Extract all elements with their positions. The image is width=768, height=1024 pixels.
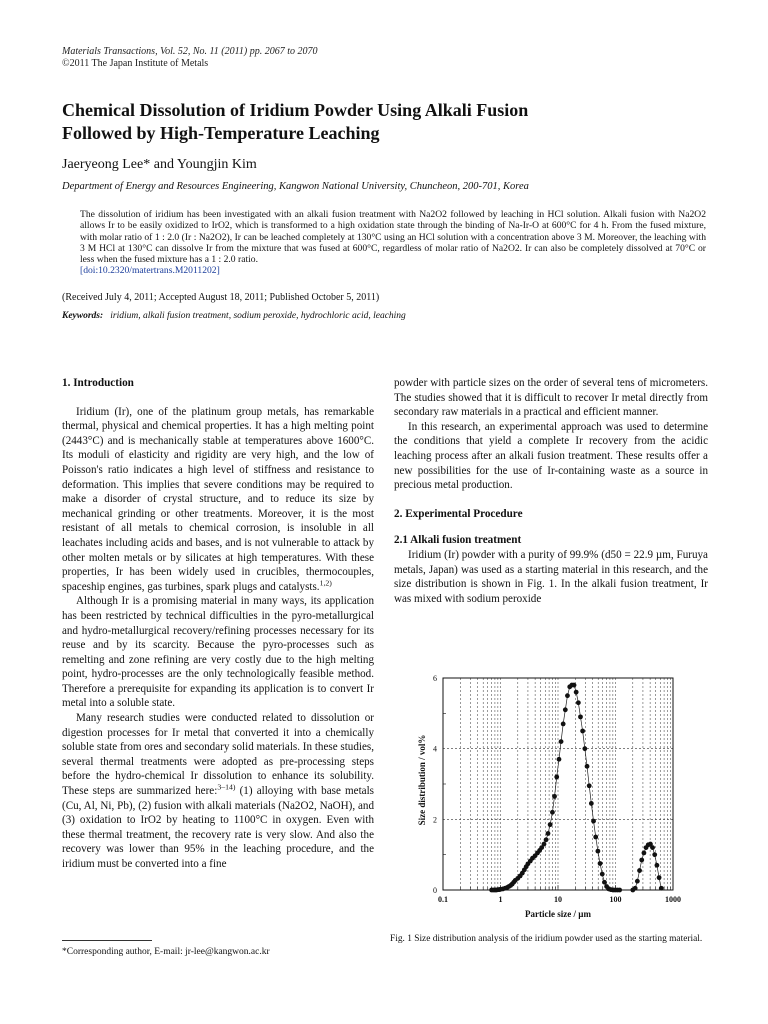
data-point — [563, 707, 568, 712]
y-tick-label: 6 — [433, 674, 437, 683]
data-point — [659, 886, 664, 891]
reference-1-2: 1,2) — [319, 578, 332, 588]
data-point — [635, 879, 640, 884]
section-heading-experimental: 2. Experimental Procedure — [394, 507, 523, 520]
data-point — [602, 880, 607, 885]
data-point — [548, 822, 553, 827]
abstract-text: The dissolution of iridium has been investigated with an alkali fusion treatment with Na2O2 followed by leaching in HCl solution. Alkali fusion with Na2O2 allows Ir to be easily oxidized to IrO2, which is transformed to a high oxidation state through the binding of Na-Ir-O at 600°C for 4 h. From the fused mixture, with molar ratio of 1 : 2.0 (Ir : Na2O2), Ir can be leached completely at 130°C using an HCl solution with a concentration above 3 M. Moreover, the leaching with 3 M HCl at 130°C can dissolve Ir from the mixture that was fused at 600°C, regardless of molar ratio of Na2O2. Ir can also be completely dissolved at 70°C or less when the fused mixture has a 1 : 2.0 ratio. — [80, 209, 706, 266]
x-tick-label: 1000 — [665, 895, 681, 904]
data-point — [589, 801, 594, 806]
intro-paragraph-3 — [62, 711, 374, 872]
data-point — [633, 886, 638, 891]
data-point — [554, 775, 559, 780]
intro-paragraph-1-text: Iridium (Ir), one of the platinum group metals, has remarkable thermal, physical and chemical properties. It has a high melting point (2443°C) and is mechanically stable at temperatures above 1600°C. Its moduli of elasticity and rigidity are very high, and the low of Poisson's ratio indicates a high level of stiffness and resistance to deformation. This implies that severe conditions may be required to make a disorder of crystal structure, and to reduce its size by mechanical grinding or other treatments. Moreover, it is the most resistant of all metals to chemical corrosion, is insoluble in all leachates including acids and bases, and is not vulnerable to attack by other molten metals or by silicates at high temperatures. With these properties, Ir has been widely used in crucibles, thermocouples, spaceship engines, gas turbines, spark plugs and catalysts. — [62, 405, 374, 593]
data-point — [637, 868, 642, 873]
data-point — [587, 783, 592, 788]
data-point — [578, 714, 583, 719]
data-point — [542, 842, 547, 847]
data-point — [591, 819, 596, 824]
x-tick-label: 1 — [498, 895, 503, 904]
data-point — [552, 794, 557, 799]
keywords-label: Keywords: — [62, 311, 104, 321]
left-column — [62, 376, 374, 872]
data-point — [557, 757, 562, 762]
data-point — [657, 875, 662, 880]
data-point — [572, 683, 577, 688]
right-paragraph-2: In this research, an experimental approach was used to determine the conditions that yield a complete Ir recovery from the acidic leaching process after an alkali fusion treatment. These results offer a new possibilities for the use of Ir-containing waste as a source in precious metal production. — [394, 420, 708, 492]
subsection-heading-alkali-fusion: 2.1 Alkali fusion treatment — [394, 534, 522, 547]
data-point — [544, 837, 549, 842]
data-point — [561, 722, 566, 727]
doi-link[interactable]: [doi:10.2320/matertrans.M2011202] — [80, 265, 220, 277]
footnote: *Corresponding author, E-mail: jr-lee@kangwon.ac.kr — [62, 947, 270, 957]
section-heading-introduction: 1. Introduction — [62, 377, 134, 389]
keywords — [62, 311, 406, 321]
data-point — [576, 700, 581, 705]
data-point — [565, 693, 570, 698]
y-tick-label: 2 — [433, 815, 437, 825]
data-point — [585, 764, 590, 769]
data-point — [559, 739, 564, 744]
data-point — [655, 863, 660, 868]
copyright-line: ©2011 The Japan Institute of Metals — [62, 58, 209, 69]
data-point — [652, 852, 657, 857]
data-point — [639, 858, 644, 863]
data-point — [642, 851, 647, 856]
figure-caption: Fig. 1 Size distribution analysis of the iridium powder used as the starting material. — [390, 934, 703, 944]
data-point — [546, 831, 551, 836]
intro-paragraph-3-start: Many research studies were conducted related to dissolution or digestion processes for Ir metal that converted it into a chemically soluble state from ores and secondary solid materials. In these studies, several thermal treatments were adopted as pre-processing steps before the hydro-chemical Ir dissolution to enhance its solubility. These steps are summarized here: — [62, 712, 374, 798]
journal-citation: Materials Transactions, Vol. 52, No. 11 (2011) pp. 2067 to 2070 — [62, 46, 318, 57]
data-point — [617, 888, 622, 893]
right-column — [394, 376, 708, 606]
journal-header — [62, 46, 317, 70]
paper-title — [62, 99, 712, 145]
chart-grid — [443, 678, 673, 890]
y-axis-label: Size distribution / vol% — [417, 734, 427, 826]
chart-series — [489, 683, 663, 893]
data-point — [650, 845, 655, 850]
data-point — [600, 872, 605, 877]
right-paragraph-1: powder with particle sizes on the order of several tens of micrometers. The studies showed that it is difficult to recover Ir metal directly from secondary raw materials in a practical and efficient manner. — [394, 377, 708, 419]
received-dates: (Received July 4, 2011; Accepted August 18, 2011; Published October 5, 2011) — [62, 292, 380, 303]
y-tick-label: 0 — [433, 886, 437, 895]
data-point — [580, 729, 585, 734]
x-axis-label: Particle size / µm — [525, 909, 591, 919]
intro-paragraph-2: Although Ir is a promising material in many ways, its application has been restricted by technical difficulties in the pyro-metallurgical and hydro-metallurgical recovery/refining processes necessary for its reuse and by its scarcity. Because the pyro-processes such as remelting and zone refining are very costly due to the high melting point, hydro-processes are the only technologically feasible method. Therefore a prerequisite for expanding its application is to convert Ir metal into a soluble state. — [62, 595, 374, 710]
y-tick-label: 4 — [433, 744, 437, 754]
affiliation: Department of Energy and Resources Engineering, Kangwon National University, Chuncheon, 200-701, Korea — [62, 181, 529, 192]
abstract — [80, 209, 706, 277]
title-line-2: Followed by High-Temperature Leaching — [62, 123, 380, 143]
data-point — [582, 746, 587, 751]
data-point — [574, 690, 579, 695]
footnote-rule — [62, 940, 152, 941]
reference-3-14: 3–14) — [217, 782, 236, 792]
keywords-list: iridium, alkali fusion treatment, sodium peroxide, hydrochloric acid, leaching — [110, 311, 406, 321]
chart-ticks — [433, 674, 681, 904]
data-point — [595, 849, 600, 854]
x-tick-label: 100 — [609, 895, 622, 904]
authors: Jaeryeong Lee* and Youngjin Kim — [62, 157, 257, 172]
data-point — [550, 810, 555, 815]
data-point — [593, 835, 598, 840]
size-distribution-chart — [405, 668, 695, 920]
intro-paragraph-1 — [62, 405, 374, 595]
experimental-paragraph-1: Iridium (Ir) powder with a purity of 99.9% (d50 = 22.9 µm, Furuya metals, Japan) was used as a starting material in this research, and the size distribution is shown in Fig. 1. In the alkali fusion treatment, Ir was mixed with sodium peroxide — [394, 548, 708, 605]
data-point — [598, 861, 603, 866]
intro-paragraph-3-end: (1) alloying with base metals (Cu, Al, Ni, Pb), (2) fusion with alkali materials (Na2O2, NaOH), and (3) oxidation to IrO2 by heating to 1100°C in oxygen. Even with these thermal treatment, the recovery rate is very slow. And also the recovery was lower than 95% in the leaching procedure, and the iridium must be converted into a fine — [62, 785, 374, 870]
title-line-1: Chemical Dissolution of Iridium Powder Using Alkali Fusion — [62, 100, 529, 120]
x-tick-label: 10 — [554, 895, 562, 904]
x-tick-label: 0.1 — [438, 895, 448, 904]
